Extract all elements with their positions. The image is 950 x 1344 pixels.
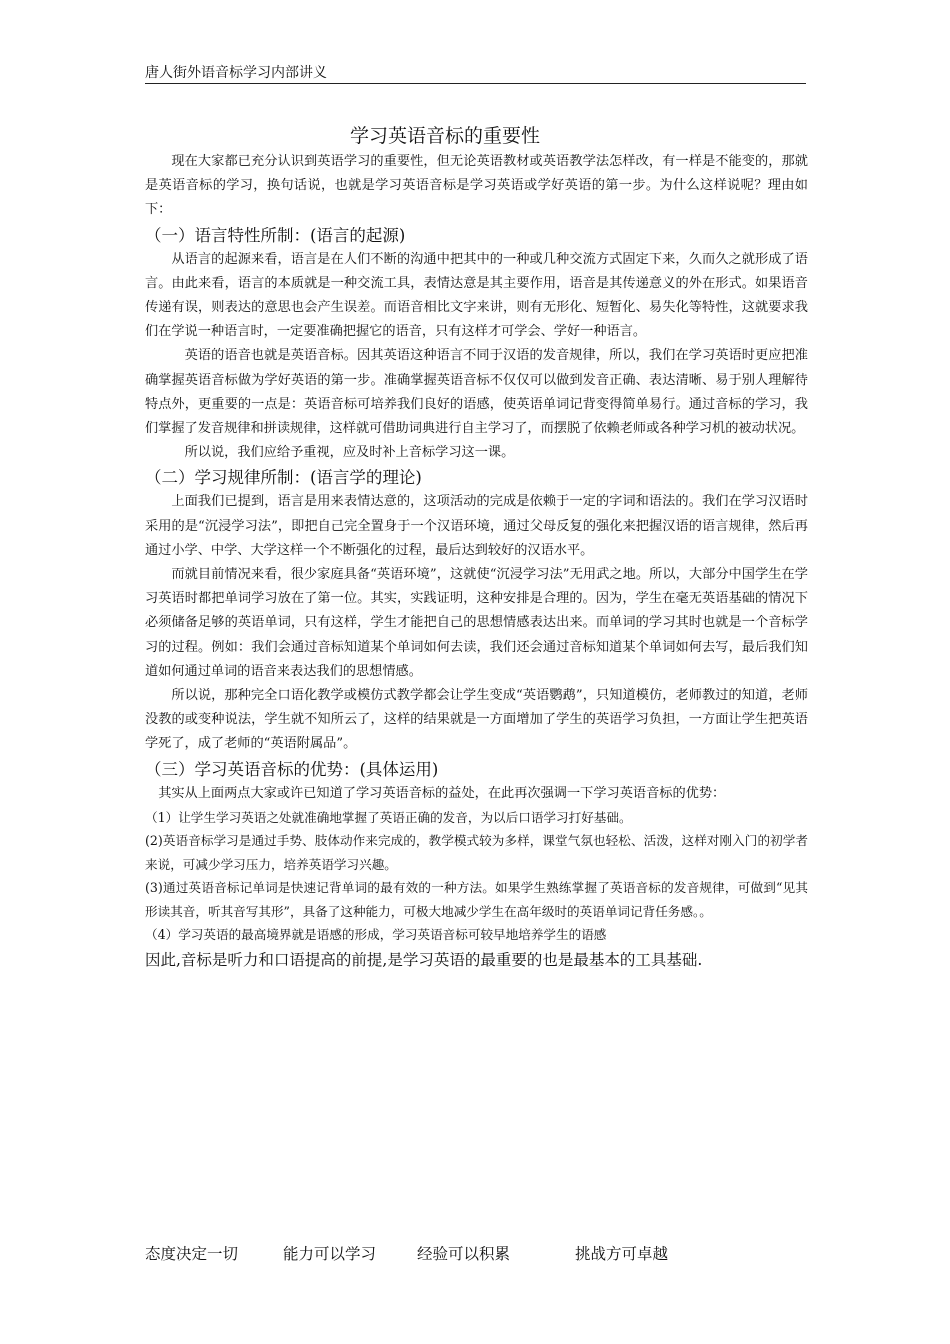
section-1-paragraph-3: 所以说，我们应给予重视，应及时补上音标学习这一课。 <box>184 445 515 461</box>
section-1-paragraph-2: 英语的语音也就是英语音标。因其英语这种语言不同于汉语的发音规律，所以，我们在学习英语时更应把准确掌握英语音标做为学好英语的第一步。准确掌握英语音标不仅仅可以做到发音正确、表达清晰、易于别人理解待特点外，更重要的一点是：英语音标可培养我们良好的语感，使英语单词记背变得简单易行。通过音标的学习，我们掌握了发音规律和拼读规律，这样就可借助词典进行自主学习了，而摆脱了依赖老师或各种学习机的被动状况。 <box>145 348 808 437</box>
advantage-item: （4）学习英语的最高境界就是语感的形成，学习英语音标可较早地培养学生的语感 <box>145 927 607 943</box>
footer-motto: 经验可以积累 <box>417 1245 511 1263</box>
conclusion: 因此,音标是听力和口语提高的前提,是学习英语的最重要的也是最基本的工具基础. <box>145 950 703 969</box>
section-2-paragraph-3: 所以说，那种完全口语化教学或模仿式教学都会让学生变成“英语鹦鹉”，只知道模仿，老师教过的知道，老师没教的或变种说法，学生就不知所云了，这样的结果就是一方面增加了学生的英语学习负担，一方面让学生把英语学死了，成了老师的“英语附属品”。 <box>145 688 808 752</box>
footer-motto: 挑战方可卓越 <box>575 1245 669 1263</box>
document-title: 学习英语音标的重要性 <box>349 125 540 147</box>
advantage-item: (3)通过英语音标记单词是快速记背单词的最有效的一种方法。如果学生熟练掌握了英语音标的发音规律，可做到“见其形读其音，听其音写其形”，具备了这种能力，可极大地减少学生在高年级时的英语单词记背任务感。。 <box>145 880 808 919</box>
footer-motto: 能力可以学习 <box>283 1245 377 1263</box>
section-2-paragraph-1: 上面我们已提到，语言是用来表情达意的，这项活动的完成是依赖于一定的字词和语法的。我们在学习汉语时采用的是“沉浸学习法”，即把自己完全置身于一个汉语环境，通过父母反复的强化来把握汉语的语言规律，然后再通过小学、中学、大学这样一个不断强化的过程，最后达到较好的汉语水平。 <box>145 494 808 558</box>
document-body <box>145 150 808 973</box>
advantage-item: （1）让学生学习英语之处就准确地掌握了英语正确的发音，为以后口语学习打好基础。 <box>145 809 632 825</box>
section-2-heading: （二）学习规律所制：(语言学的理论) <box>145 468 422 488</box>
section-3-heading: （三）学习英语音标的优势：(具体运用) <box>145 759 439 779</box>
intro-paragraph: 现在大家都已充分认识到英语学习的重要性，但无论英语教材或英语教学法怎样改，有一样是不能变的，那就是英语音标的学习，换句话说，也就是学习英语音标是学习英语或学好英语的第一步。为什么这样说呢？理由如下： <box>145 154 808 218</box>
section-2-paragraph-2: 而就目前情况来看，很少家庭具备“英语环境”，这就使“沉浸学习法”无用武之地。所以，大部分中国学生在学习英语时都把单词学习放在了第一位。其实，实践证明，这种安排是合理的。因为，学生在毫无英语基础的情况下必须储备足够的英语单词，只有这样，学生才能把自己的思想情感表达出来。而单词的学习其时也就是一个音标学习的过程。例如：我们会通过音标知道某个单词如何去读，我们还会通过音标知道某个单词如何去写，最后我们知道如何通过单词的语音来表达我们的思想情感。 <box>145 567 808 679</box>
footer-motto: 态度决定一切 <box>145 1245 239 1263</box>
page-header: 唐人街外语音标学习内部讲义 <box>145 64 806 84</box>
section-3-paragraph-1: 其实从上面两点大家或许已知道了学习英语音标的益处，在此再次强调一下学习英语音标的优势： <box>158 785 726 801</box>
section-1-paragraph-1: 从语言的起源来看，语言是在人们不断的沟通中把其中的一种或几种交流方式固定下来，久而久之就形成了语言。由此来看，语言的本质就是一种交流工具，表情达意是其主要作用，语音是其传递意义的外在形式。如果语音传递有误，则表达的意思也会产生误差。而语音相比文字来讲，则有无形化、短暂化、易失化等特性，这就要求我们在学说一种语言时，一定要准确把握它的语音，只有这样才可学会、学好一种语言。 <box>145 251 808 340</box>
advantage-item: (2)英语音标学习是通过手势、肢体动作来完成的，教学模式较为多样，课堂气氛也轻松、活泼，这样对刚入门的初学者来说，可减少学习压力，培养英语学习兴趣。 <box>145 833 808 872</box>
section-1-heading: （一）语言特性所制：(语言的起源) <box>145 225 406 245</box>
